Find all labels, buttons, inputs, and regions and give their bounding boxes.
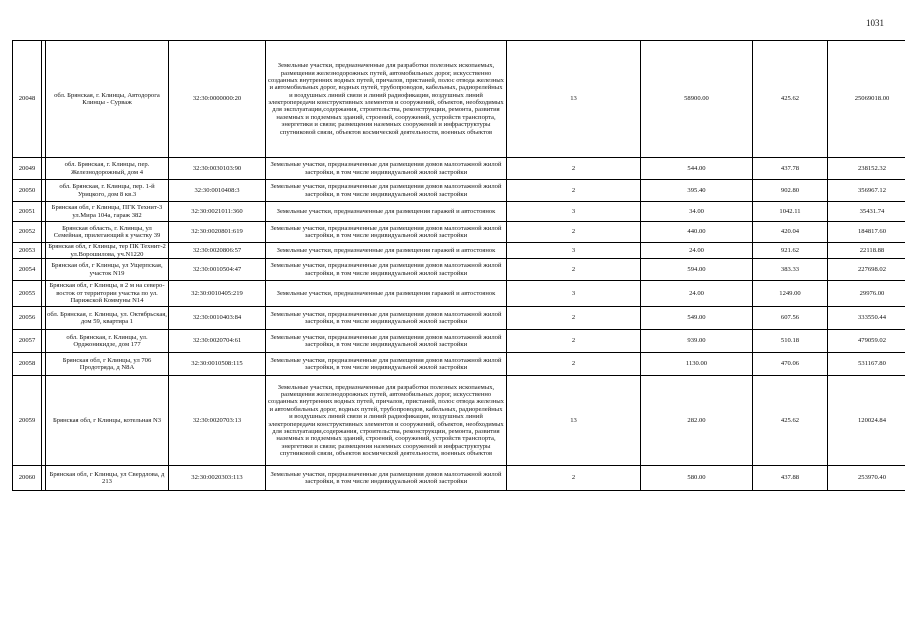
area-cell: 1130.00 xyxy=(641,353,753,376)
address-cell: Брянская обл, г Клинцы, котельная N3 xyxy=(46,376,169,466)
cadastral-number-cell: 32:30:0010408:3 xyxy=(169,180,266,202)
land-use-description-cell: Земельные участки, предназначенные для размещения домов малоэтажной жилой застройки, в том числе индивидуальной жилой застройки xyxy=(266,180,507,202)
specific-value-cell: 510.18 xyxy=(753,330,828,353)
specific-value-cell: 425.62 xyxy=(753,41,828,158)
record-id: 20054 xyxy=(13,259,42,281)
record-id: 20052 xyxy=(13,222,42,243)
cadastral-number-cell: 32:30:0020703:13 xyxy=(169,376,266,466)
cadastral-number-cell: 32:30:0020303:113 xyxy=(169,466,266,491)
cadastral-value-cell: 25069018.00 xyxy=(828,41,905,158)
cadastral-value-cell: 479059.02 xyxy=(828,330,905,353)
record-id: 20060 xyxy=(13,466,42,491)
use-group-cell: 2 xyxy=(507,222,641,243)
cadastral-value-cell: 35431.74 xyxy=(828,202,905,222)
land-use-description-cell: Земельные участки, предназначенные для размещения домов малоэтажной жилой застройки, в том числе индивидуальной жилой застройки xyxy=(266,307,507,330)
table-body xyxy=(13,41,905,491)
use-group-cell: 3 xyxy=(507,281,641,307)
table-row xyxy=(13,330,905,353)
page-number: 1031 xyxy=(866,18,884,28)
table-row xyxy=(13,41,905,158)
cadastral-number-cell: 32:30:0010405:219 xyxy=(169,281,266,307)
table-row xyxy=(13,259,905,281)
specific-value-cell: 437.88 xyxy=(753,466,828,491)
specific-value-cell: 425.62 xyxy=(753,376,828,466)
table-row xyxy=(13,243,905,259)
address-cell: обл. Брянская, г. Клинцы, ул. Октябрьская, дом 59, квартира 1 xyxy=(46,307,169,330)
specific-value-cell: 470.06 xyxy=(753,353,828,376)
specific-value-cell: 921.62 xyxy=(753,243,828,259)
address-cell: обл. Брянская, г. Клинцы, Автодорога Клинцы - Сурваж xyxy=(46,41,169,158)
cadastral-number-cell: 32:30:0021011:360 xyxy=(169,202,266,222)
record-id: 20051 xyxy=(13,202,42,222)
record-id: 20049 xyxy=(13,158,42,180)
use-group-cell: 2 xyxy=(507,259,641,281)
land-use-description-cell: Земельные участки, предназначенные для размещения гаражей и автостоянок xyxy=(266,281,507,307)
cadastral-number-cell: 32:30:0020704:61 xyxy=(169,330,266,353)
specific-value-cell: 607.56 xyxy=(753,307,828,330)
land-use-description-cell: Земельные участки, предназначенные для размещения домов малоэтажной жилой застройки, в том числе индивидуальной жилой застройки xyxy=(266,222,507,243)
use-group-cell: 13 xyxy=(507,376,641,466)
table-row xyxy=(13,353,905,376)
specific-value-cell: 383.33 xyxy=(753,259,828,281)
land-use-description-cell: Земельные участки, предназначенные для размещения домов малоэтажной жилой застройки, в том числе индивидуальной жилой застройки xyxy=(266,158,507,180)
table-row xyxy=(13,466,905,491)
land-use-description-cell: Земельные участки, предназначенные для размещения домов малоэтажной жилой застройки, в том числе индивидуальной жилой застройки xyxy=(266,466,507,491)
area-cell: 395.40 xyxy=(641,180,753,202)
cadastral-value-cell: 238152.32 xyxy=(828,158,905,180)
record-id: 20048 xyxy=(13,41,42,158)
area-cell: 544.00 xyxy=(641,158,753,180)
land-use-description-cell: Земельные участки, предназначенные для размещения домов малоэтажной жилой застройки, в том числе индивидуальной жилой застройки xyxy=(266,330,507,353)
cadastral-number-cell: 32:30:0020806:57 xyxy=(169,243,266,259)
area-cell: 549.00 xyxy=(641,307,753,330)
address-cell: обл. Брянская, г. Клинцы, пер. 1-й Урицкого, дом 8 кв.3 xyxy=(46,180,169,202)
cadastral-number-cell: 32:30:0020801:619 xyxy=(169,222,266,243)
area-cell: 58900.00 xyxy=(641,41,753,158)
use-group-cell: 2 xyxy=(507,180,641,202)
record-id: 20057 xyxy=(13,330,42,353)
cadastral-value-cell: 22118.88 xyxy=(828,243,905,259)
specific-value-cell: 437.78 xyxy=(753,158,828,180)
specific-value-cell: 1042.11 xyxy=(753,202,828,222)
table-row xyxy=(13,180,905,202)
cadastral-value-cell: 29976.00 xyxy=(828,281,905,307)
cadastral-value-cell: 184817.60 xyxy=(828,222,905,243)
area-cell: 594.00 xyxy=(641,259,753,281)
specific-value-cell: 420.04 xyxy=(753,222,828,243)
address-cell: Брянская обл, г Клинцы, ул Свердлова, д 213 xyxy=(46,466,169,491)
cadastral-value-cell: 120024.84 xyxy=(828,376,905,466)
area-cell: 939.00 xyxy=(641,330,753,353)
use-group-cell: 3 xyxy=(507,243,641,259)
cadastral-value-cell: 333550.44 xyxy=(828,307,905,330)
use-group-cell: 2 xyxy=(507,353,641,376)
cadastral-number-cell: 32:30:0010403:84 xyxy=(169,307,266,330)
use-group-cell: 2 xyxy=(507,158,641,180)
area-cell: 580.00 xyxy=(641,466,753,491)
area-cell: 282.00 xyxy=(641,376,753,466)
area-cell: 24.00 xyxy=(641,243,753,259)
address-cell: Брянская обл, г Клинцы, ул 706 Продотряда, д N8А xyxy=(46,353,169,376)
cadastral-number-cell: 32:30:0030103:90 xyxy=(169,158,266,180)
table-row xyxy=(13,307,905,330)
record-id: 20050 xyxy=(13,180,42,202)
address-cell: Брянская обл, г Клинцы, тер ПК Технит-2 ул.Ворошилова, уч.N1220 xyxy=(46,243,169,259)
land-use-description-cell: Земельные участки, предназначенные для разработки полезных ископаемых, размещения железнодорожных путей, автомобильных дорог, искусственно созданных внутренних водных путей, причалов, пристаней, полос отвода железных и автомобильных дорог, водных путей, трубопроводов, кабельных, радиорелейных и воздушных линий связи и линий радиофикации, воздушных линий электропередачи конструктивных элементов и сооружений, объектов, необходимых для эксплуатации,содержания, строительства, реконструкции, ремонта, развития наземных и подземных зданий, строений, сооружений, устройств транспорта, энергетики и связи; размещения наземных сооружений и инфраструктуры спутниковой связи, объектов космической деятельности, военных объектов xyxy=(266,41,507,158)
cadastral-value-cell: 253970.40 xyxy=(828,466,905,491)
record-id: 20053 xyxy=(13,243,42,259)
land-use-description-cell: Земельные участки, предназначенные для размещения гаражей и автостоянок xyxy=(266,202,507,222)
land-registry-table xyxy=(12,40,905,491)
area-cell: 34.00 xyxy=(641,202,753,222)
use-group-cell: 2 xyxy=(507,330,641,353)
table-row xyxy=(13,202,905,222)
cadastral-value-cell: 356967.12 xyxy=(828,180,905,202)
area-cell: 24.00 xyxy=(641,281,753,307)
address-cell: Брянская обл, г Клинцы, в 2 м на северо-восток от территории участка по ул. Парижской Коммуны N14 xyxy=(46,281,169,307)
land-use-description-cell: Земельные участки, предназначенные для размещения гаражей и автостоянок xyxy=(266,243,507,259)
address-cell: обл. Брянская, г. Клинцы, ул. Орджоникидзе, дом 177 xyxy=(46,330,169,353)
address-cell: Брянская обл, г Клинцы, ул Ущерпская, участок N19 xyxy=(46,259,169,281)
cadastral-number-cell: 32:30:0000000:20 xyxy=(169,41,266,158)
use-group-cell: 2 xyxy=(507,466,641,491)
use-group-cell: 2 xyxy=(507,307,641,330)
table-row xyxy=(13,376,905,466)
table-row xyxy=(13,281,905,307)
land-use-description-cell: Земельные участки, предназначенные для размещения домов малоэтажной жилой застройки, в том числе индивидуальной жилой застройки xyxy=(266,353,507,376)
record-id: 20059 xyxy=(13,376,42,466)
use-group-cell: 3 xyxy=(507,202,641,222)
specific-value-cell: 902.80 xyxy=(753,180,828,202)
record-id: 20058 xyxy=(13,353,42,376)
address-cell: Брянская обл, г Клинцы, ПГК Технит-3 ул.Мира 104а, гараж 382 xyxy=(46,202,169,222)
use-group-cell: 13 xyxy=(507,41,641,158)
land-use-description-cell: Земельные участки, предназначенные для размещения домов малоэтажной жилой застройки, в том числе индивидуальной жилой застройки xyxy=(266,259,507,281)
cadastral-value-cell: 227698.02 xyxy=(828,259,905,281)
cadastral-number-cell: 32:30:0010508:115 xyxy=(169,353,266,376)
cadastral-number-cell: 32:30:0010504:47 xyxy=(169,259,266,281)
address-cell: обл. Брянская, г. Клинцы, пер. Железнодорожный, дом 4 xyxy=(46,158,169,180)
record-id: 20055 xyxy=(13,281,42,307)
specific-value-cell: 1249.00 xyxy=(753,281,828,307)
record-id: 20056 xyxy=(13,307,42,330)
table-row xyxy=(13,158,905,180)
land-use-description-cell: Земельные участки, предназначенные для разработки полезных ископаемых, размещения железнодорожных путей, автомобильных дорог, искусственно созданных внутренних водных путей, причалов, пристаней, полос отвода железных и автомобильных дорог, водных путей, трубопроводов, кабельных, радиорелейных и воздушных линий связи и линий радиофикации, воздушных линий электропередачи конструктивных элементов и сооружений, объектов, необходимых для эксплуатации,содержания, строительства, реконструкции, ремонта, развития наземных и подземных зданий, строений, сооружений, устройств транспорта, энергетики и связи; размещения наземных сооружений и инфраструктуры спутниковой связи, объектов космической деятельности, военных объектов xyxy=(266,376,507,466)
cadastral-value-cell: 531167.80 xyxy=(828,353,905,376)
table-row xyxy=(13,222,905,243)
area-cell: 440.00 xyxy=(641,222,753,243)
address-cell: Брянская область, г. Клинцы, ул Семейная, прилегающий к участку 39 xyxy=(46,222,169,243)
